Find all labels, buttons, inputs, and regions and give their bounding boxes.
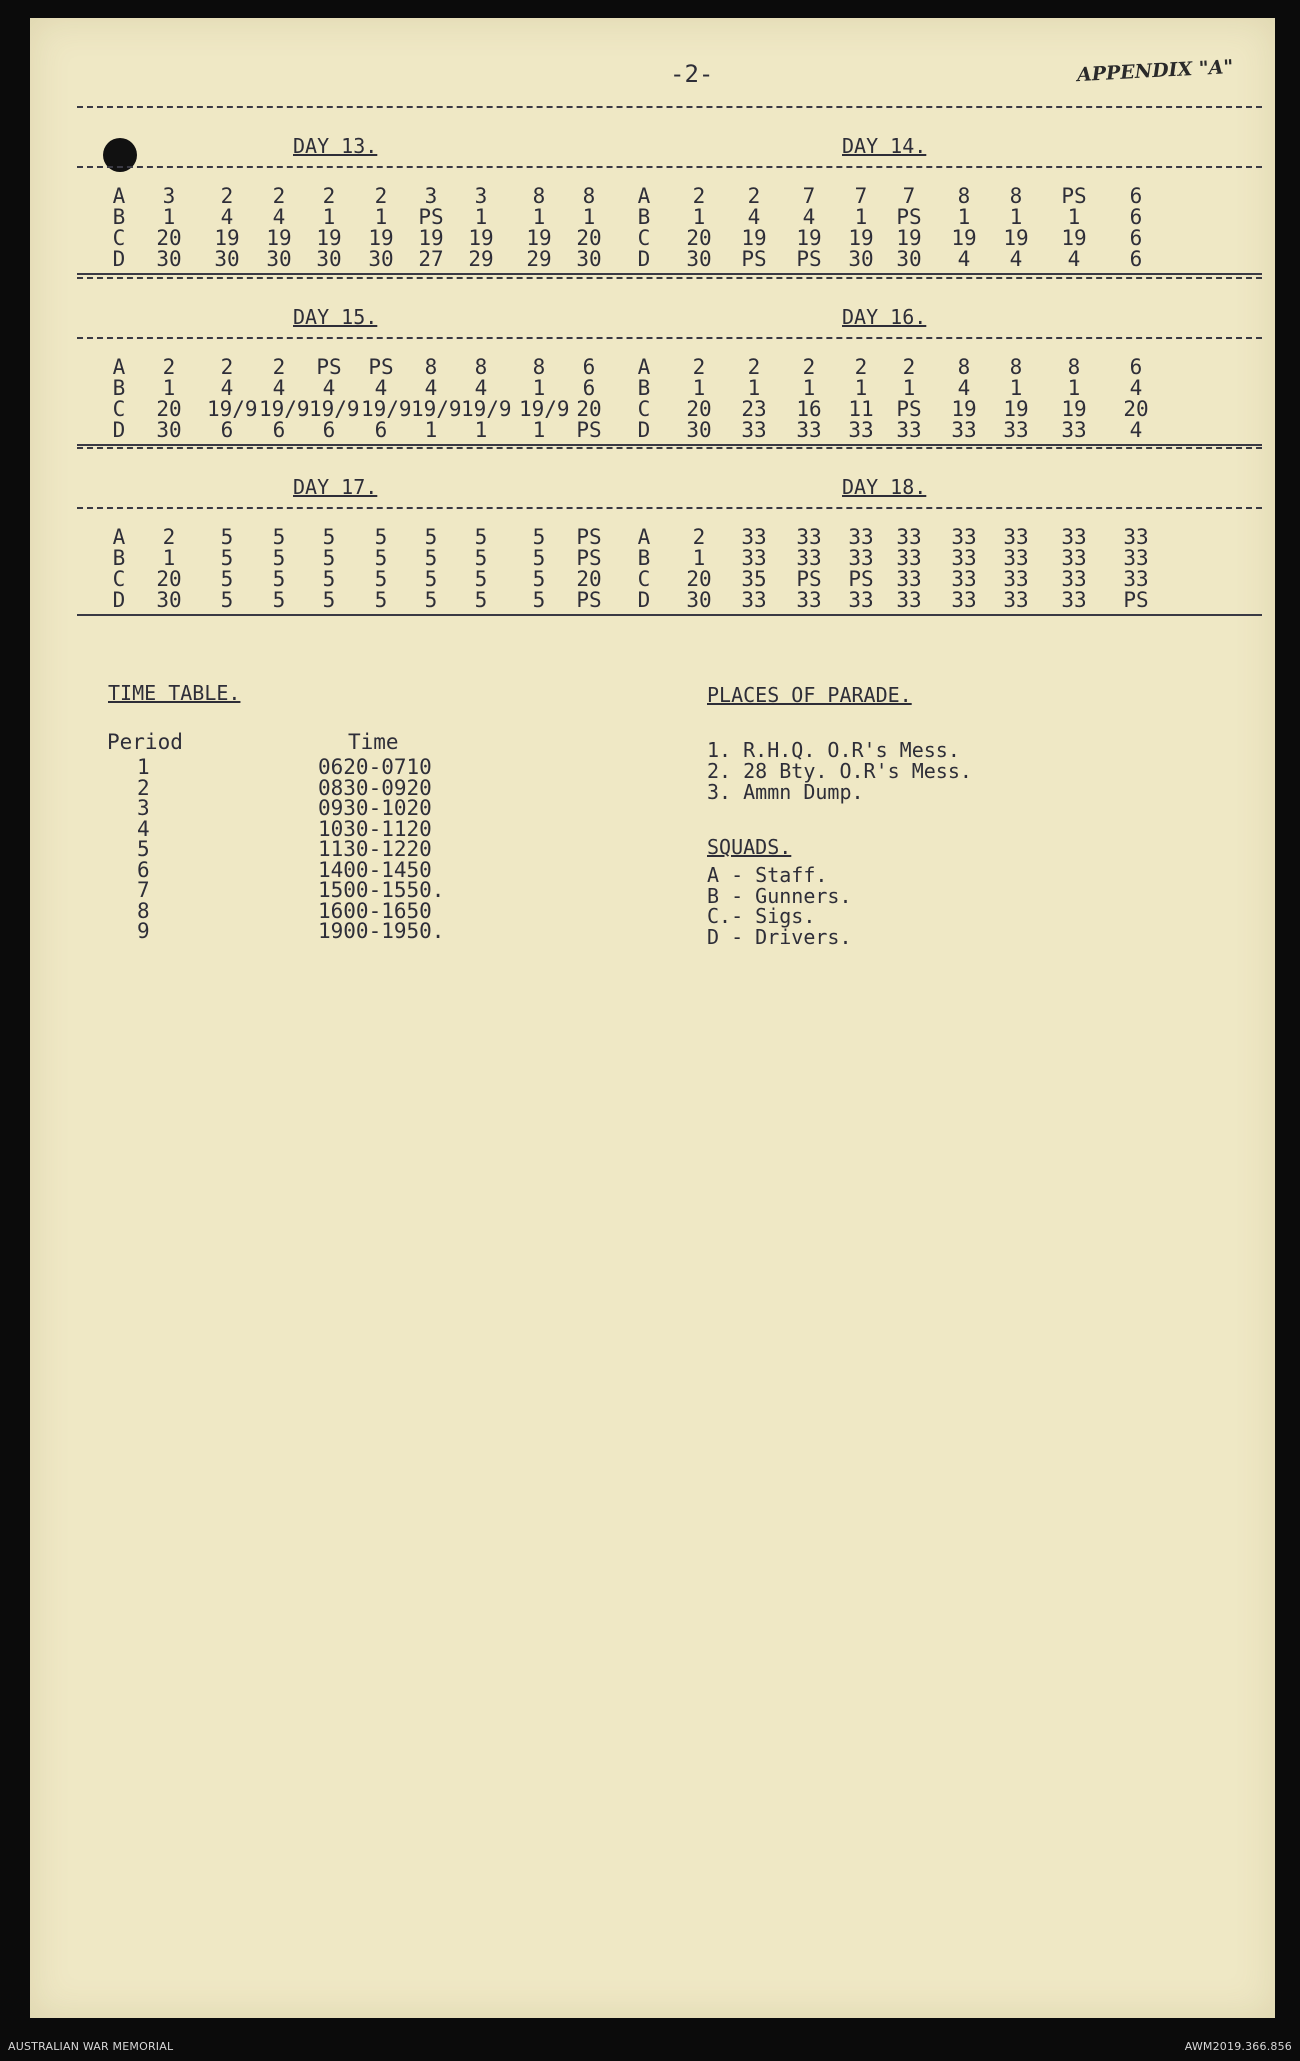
- schedule-cell: 19: [741, 226, 767, 250]
- schedule-cell: 30: [368, 247, 394, 271]
- day-label: DAY 18.: [842, 475, 927, 499]
- schedule-cell: 6: [374, 418, 388, 442]
- schedule-cell: 4: [747, 205, 761, 229]
- schedule-cell: 5: [272, 567, 286, 591]
- footer-reference: AWM2019.366.856: [1184, 2040, 1292, 2053]
- schedule-cell: 29: [526, 247, 552, 271]
- schedule-cell: 33: [796, 588, 822, 612]
- schedule-cell: PS: [576, 418, 602, 442]
- row-underline: [77, 614, 1262, 616]
- schedule-cell: 4: [957, 376, 971, 400]
- schedule-cell: 2: [322, 184, 336, 208]
- schedule-cell: 4: [1009, 247, 1023, 271]
- squad-letter: C: [112, 567, 126, 591]
- row-underline: [77, 444, 1262, 446]
- dashed-rule: [77, 447, 1262, 449]
- schedule-cell: 33: [951, 525, 977, 549]
- squad-letter: B: [637, 376, 651, 400]
- schedule-cell: 33: [1061, 588, 1087, 612]
- schedule-cell: 8: [532, 355, 546, 379]
- schedule-cell: 29: [468, 247, 494, 271]
- schedule-cell: 30: [266, 247, 292, 271]
- schedule-cell: 5: [424, 588, 438, 612]
- schedule-cell: 30: [848, 247, 874, 271]
- schedule-cell: PS: [576, 588, 602, 612]
- time-table-period: 8: [137, 898, 150, 923]
- schedule-cell: 5: [374, 567, 388, 591]
- schedule-cell: 5: [220, 546, 234, 570]
- schedule-cell: 5: [322, 567, 336, 591]
- schedule-cell: 30: [576, 247, 602, 271]
- schedule-cell: 33: [951, 567, 977, 591]
- schedule-cell: 5: [532, 546, 546, 570]
- schedule-cell: 20: [686, 226, 712, 250]
- schedule-cell: 1: [532, 205, 546, 229]
- schedule-cell: 33: [848, 588, 874, 612]
- schedule-cell: 33: [741, 588, 767, 612]
- schedule-cell: 4: [1129, 376, 1143, 400]
- schedule-cell: 19: [1003, 226, 1029, 250]
- squad-letter: C: [637, 226, 651, 250]
- schedule-cell: 4: [220, 376, 234, 400]
- schedule-cell: 3: [424, 184, 438, 208]
- squad-letter: A: [112, 355, 126, 379]
- schedule-cell: 33: [741, 525, 767, 549]
- schedule-cell: 33: [1123, 546, 1149, 570]
- schedule-cell: 7: [854, 184, 868, 208]
- schedule-cell: 5: [424, 546, 438, 570]
- schedule-cell: 6: [1129, 184, 1143, 208]
- schedule-cell: 19: [1061, 397, 1087, 421]
- schedule-cell: 5: [272, 525, 286, 549]
- schedule-cell: 23: [741, 397, 767, 421]
- schedule-cell: 20: [576, 226, 602, 250]
- squad-letter: C: [637, 397, 651, 421]
- time-table-period: 5: [137, 837, 150, 861]
- time-table-time: 1500-1550.: [318, 878, 445, 902]
- schedule-cell: 4: [424, 376, 438, 400]
- squad-letter: C: [112, 397, 126, 421]
- schedule-cell: 20: [156, 226, 182, 250]
- schedule-cell: 19: [951, 397, 977, 421]
- schedule-cell: 8: [1009, 184, 1023, 208]
- schedule-cell: 7: [902, 184, 916, 208]
- schedule-row: [105, 588, 1260, 617]
- schedule-cell: 20: [686, 397, 712, 421]
- schedule-cell: 33: [741, 546, 767, 570]
- schedule-cell: 1: [374, 205, 388, 229]
- schedule-cell: 4: [1067, 247, 1081, 271]
- day-label: DAY 14.: [842, 134, 927, 158]
- schedule-cell: 4: [957, 247, 971, 271]
- place-of-parade-item: 3. Ammn Dump.: [707, 780, 864, 804]
- schedule-cell: PS: [576, 525, 602, 549]
- time-table-time: 1900-1950.: [318, 919, 445, 943]
- schedule-cell: 20: [1123, 397, 1149, 421]
- time-table-period: 2: [137, 775, 150, 800]
- squad-letter: A: [637, 184, 651, 208]
- schedule-cell: PS: [796, 567, 822, 591]
- schedule-cell: 19: [418, 226, 444, 250]
- schedule-cell: 2: [692, 355, 706, 379]
- time-table-period: 7: [137, 878, 150, 902]
- schedule-row: [105, 418, 1260, 447]
- schedule-cell: 5: [374, 546, 388, 570]
- schedule-cell: 19/9: [309, 397, 360, 421]
- schedule-cell: 33: [951, 546, 977, 570]
- schedule-cell: 4: [1129, 418, 1143, 442]
- schedule-cell: PS: [896, 397, 922, 421]
- schedule-cell: 33: [951, 418, 977, 442]
- schedule-cell: 5: [220, 567, 234, 591]
- schedule-cell: 8: [1067, 355, 1081, 379]
- dashed-rule: [77, 507, 1262, 509]
- squad-letter: B: [112, 205, 126, 229]
- schedule-cell: 19: [266, 226, 292, 250]
- squad-letter: D: [637, 418, 651, 442]
- schedule-cell: 33: [1003, 525, 1029, 549]
- schedule-cell: 5: [220, 588, 234, 612]
- time-table-time: 0620-0710: [318, 755, 432, 779]
- schedule-cell: 19/9: [207, 397, 258, 421]
- squad-letter: D: [112, 418, 126, 442]
- schedule-cell: 1: [1067, 205, 1081, 229]
- squad-letter: C: [112, 226, 126, 250]
- schedule-cell: 16: [796, 397, 822, 421]
- time-table-period: 1: [137, 755, 150, 779]
- schedule-cell: 4: [474, 376, 488, 400]
- schedule-cell: 1: [692, 546, 706, 570]
- schedule-cell: 1: [532, 418, 546, 442]
- schedule-cell: 11: [848, 397, 874, 421]
- day-label: DAY 15.: [293, 305, 378, 329]
- schedule-cell: 33: [1061, 567, 1087, 591]
- schedule-cell: 33: [848, 525, 874, 549]
- schedule-cell: 6: [322, 418, 336, 442]
- schedule-cell: 33: [796, 525, 822, 549]
- schedule-cell: 33: [951, 588, 977, 612]
- schedule-cell: 33: [741, 418, 767, 442]
- row-underline: [77, 273, 1262, 275]
- schedule-cell: 33: [1003, 546, 1029, 570]
- document-page: [30, 18, 1275, 2018]
- schedule-cell: 19/9: [411, 397, 462, 421]
- time-table-time: 0830-0920: [318, 775, 432, 800]
- schedule-cell: 19: [951, 226, 977, 250]
- schedule-cell: 2: [902, 355, 916, 379]
- schedule-cell: 2: [162, 525, 176, 549]
- schedule-cell: 1: [1009, 376, 1023, 400]
- schedule-cell: 5: [532, 567, 546, 591]
- schedule-cell: 1: [854, 376, 868, 400]
- schedule-cell: 3: [474, 184, 488, 208]
- schedule-cell: 5: [474, 588, 488, 612]
- squad-letter: A: [112, 525, 126, 549]
- schedule-cell: 5: [272, 546, 286, 570]
- schedule-cell: 5: [474, 525, 488, 549]
- time-table-period-header: Period: [107, 730, 183, 754]
- schedule-cell: 19/9: [259, 397, 310, 421]
- schedule-cell: 20: [156, 397, 182, 421]
- schedule-cell: 2: [692, 525, 706, 549]
- schedule-cell: 5: [532, 525, 546, 549]
- schedule-cell: 33: [896, 418, 922, 442]
- schedule-cell: 6: [582, 355, 596, 379]
- squad-item: A - Staff.: [707, 863, 828, 887]
- schedule-cell: 5: [532, 588, 546, 612]
- schedule-cell: PS: [796, 247, 822, 271]
- squad-item: B - Gunners.: [707, 883, 852, 908]
- schedule-cell: 4: [220, 205, 234, 229]
- schedule-cell: 33: [896, 567, 922, 591]
- schedule-cell: 30: [156, 418, 182, 442]
- dashed-rule: [77, 166, 1262, 168]
- schedule-cell: 20: [576, 567, 602, 591]
- schedule-cell: 4: [272, 205, 286, 229]
- schedule-cell: PS: [418, 205, 444, 229]
- schedule-cell: 5: [322, 546, 336, 570]
- dashed-rule: [77, 277, 1262, 279]
- squad-letter: B: [112, 546, 126, 570]
- schedule-cell: 2: [220, 184, 234, 208]
- schedule-cell: 1: [474, 205, 488, 229]
- schedule-cell: 5: [424, 525, 438, 549]
- schedule-cell: 30: [156, 588, 182, 612]
- schedule-cell: 30: [214, 247, 240, 271]
- schedule-cell: 1: [532, 376, 546, 400]
- squad-letter: D: [112, 247, 126, 271]
- place-of-parade-item: 2. 28 Bty. O.R's Mess.: [707, 759, 972, 783]
- schedule-cell: 6: [582, 376, 596, 400]
- schedule-cell: 33: [1003, 588, 1029, 612]
- schedule-cell: 8: [1009, 355, 1023, 379]
- schedule-cell: 1: [322, 205, 336, 229]
- schedule-cell: 33: [848, 546, 874, 570]
- schedule-cell: 2: [747, 184, 761, 208]
- schedule-cell: 19: [468, 226, 494, 250]
- schedule-cell: 1: [1009, 205, 1023, 229]
- schedule-cell: 6: [220, 418, 234, 442]
- schedule-row: [105, 247, 1260, 276]
- schedule-cell: 30: [686, 588, 712, 612]
- schedule-cell: 35: [741, 567, 767, 591]
- schedule-cell: 27: [418, 247, 444, 271]
- schedule-cell: 4: [374, 376, 388, 400]
- schedule-cell: 6: [1129, 355, 1143, 379]
- places-of-parade-title: PLACES OF PARADE.: [707, 683, 912, 707]
- schedule-cell: 1: [957, 205, 971, 229]
- schedule-cell: 7: [802, 184, 816, 208]
- schedule-cell: 2: [802, 355, 816, 379]
- schedule-cell: 2: [272, 184, 286, 208]
- schedule-cell: 4: [802, 205, 816, 229]
- schedule-cell: 1: [692, 205, 706, 229]
- time-table-time: 0930-1020: [318, 796, 432, 820]
- squads-title: SQUADS.: [707, 835, 792, 859]
- schedule-cell: 30: [896, 247, 922, 271]
- schedule-cell: 6: [272, 418, 286, 442]
- schedule-cell: 5: [474, 546, 488, 570]
- schedule-cell: PS: [316, 355, 342, 379]
- schedule-cell: 1: [162, 376, 176, 400]
- schedule-cell: 1: [854, 205, 868, 229]
- squad-letter: B: [637, 546, 651, 570]
- schedule-cell: 6: [1129, 247, 1143, 271]
- schedule-cell: 6: [1129, 205, 1143, 229]
- schedule-cell: 33: [896, 546, 922, 570]
- schedule-cell: 33: [1061, 525, 1087, 549]
- squad-item: C.- Sigs.: [707, 904, 816, 928]
- time-table-period: 9: [137, 919, 150, 943]
- schedule-cell: 1: [692, 376, 706, 400]
- squad-letter: B: [637, 205, 651, 229]
- schedule-cell: 33: [796, 546, 822, 570]
- schedule-cell: 33: [1061, 546, 1087, 570]
- schedule-cell: 2: [220, 355, 234, 379]
- schedule-cell: 30: [156, 247, 182, 271]
- schedule-cell: 33: [1123, 525, 1149, 549]
- schedule-cell: 1: [474, 418, 488, 442]
- time-table-time: 1130-1220: [318, 837, 432, 861]
- schedule-cell: 20: [156, 567, 182, 591]
- day-label: DAY 16.: [842, 305, 927, 329]
- schedule-cell: 1: [802, 376, 816, 400]
- schedule-cell: 1: [582, 205, 596, 229]
- schedule-cell: 19: [796, 226, 822, 250]
- dashed-rule: [77, 337, 1262, 339]
- schedule-cell: 33: [796, 418, 822, 442]
- schedule-cell: 33: [896, 525, 922, 549]
- squad-letter: A: [112, 184, 126, 208]
- schedule-cell: 33: [1003, 418, 1029, 442]
- footer-institution: AUSTRALIAN WAR MEMORIAL: [8, 2040, 174, 2053]
- schedule-cell: 19: [1061, 226, 1087, 250]
- schedule-cell: 19: [896, 226, 922, 250]
- schedule-cell: 2: [747, 355, 761, 379]
- schedule-cell: 1: [162, 205, 176, 229]
- schedule-cell: 19/9: [461, 397, 512, 421]
- schedule-cell: 2: [374, 184, 388, 208]
- schedule-cell: 20: [576, 397, 602, 421]
- schedule-cell: 8: [424, 355, 438, 379]
- schedule-cell: 19: [214, 226, 240, 250]
- schedule-cell: 4: [322, 376, 336, 400]
- schedule-cell: PS: [1123, 588, 1149, 612]
- time-table-period: 3: [137, 796, 150, 820]
- schedule-cell: 19: [316, 226, 342, 250]
- schedule-cell: 19: [368, 226, 394, 250]
- schedule-cell: PS: [896, 205, 922, 229]
- schedule-cell: 6: [1129, 226, 1143, 250]
- schedule-cell: 3: [162, 184, 176, 208]
- schedule-cell: 33: [848, 418, 874, 442]
- place-of-parade-item: 1. R.H.Q. O.R's Mess.: [707, 738, 960, 762]
- schedule-cell: 8: [582, 184, 596, 208]
- schedule-cell: 33: [896, 588, 922, 612]
- schedule-cell: 33: [1003, 567, 1029, 591]
- schedule-cell: 19/9: [361, 397, 412, 421]
- squad-letter: D: [637, 247, 651, 271]
- squad-letter: D: [637, 588, 651, 612]
- time-table-time: 1600-1650: [318, 898, 432, 923]
- time-table-time: 1030-1120: [318, 816, 432, 841]
- schedule-cell: 5: [474, 567, 488, 591]
- appendix-annotation: APPENDIX "A": [1076, 55, 1234, 87]
- schedule-cell: 30: [686, 418, 712, 442]
- schedule-cell: 2: [272, 355, 286, 379]
- schedule-cell: 8: [474, 355, 488, 379]
- schedule-cell: PS: [741, 247, 767, 271]
- schedule-cell: PS: [368, 355, 394, 379]
- schedule-cell: 5: [322, 588, 336, 612]
- squad-letter: C: [637, 567, 651, 591]
- schedule-cell: 33: [1123, 567, 1149, 591]
- schedule-cell: PS: [848, 567, 874, 591]
- time-table-title: TIME TABLE.: [108, 681, 241, 705]
- squad-letter: B: [112, 376, 126, 400]
- schedule-cell: 2: [692, 184, 706, 208]
- schedule-cell: 2: [854, 355, 868, 379]
- time-table-period: 4: [137, 816, 150, 841]
- schedule-cell: 5: [374, 588, 388, 612]
- schedule-cell: 30: [316, 247, 342, 271]
- schedule-cell: 1: [1067, 376, 1081, 400]
- day-label: DAY 13.: [293, 134, 378, 158]
- schedule-cell: 19: [848, 226, 874, 250]
- schedule-cell: 8: [957, 355, 971, 379]
- dashed-rule: [77, 106, 1262, 108]
- schedule-cell: 2: [162, 355, 176, 379]
- schedule-cell: 19/9: [519, 397, 570, 421]
- schedule-cell: 1: [424, 418, 438, 442]
- schedule-cell: 5: [272, 588, 286, 612]
- schedule-cell: 1: [162, 546, 176, 570]
- schedule-cell: 30: [686, 247, 712, 271]
- schedule-cell: PS: [1061, 184, 1087, 208]
- day-label: DAY 17.: [293, 475, 378, 499]
- squad-letter: A: [637, 355, 651, 379]
- schedule-cell: 5: [424, 567, 438, 591]
- schedule-cell: 19: [526, 226, 552, 250]
- schedule-cell: 4: [272, 376, 286, 400]
- schedule-cell: 8: [532, 184, 546, 208]
- squad-letter: D: [112, 588, 126, 612]
- squad-letter: A: [637, 525, 651, 549]
- schedule-cell: PS: [576, 546, 602, 570]
- time-table-period: 6: [137, 857, 150, 882]
- schedule-cell: 5: [322, 525, 336, 549]
- time-table-time: 1400-1450: [318, 857, 432, 882]
- schedule-cell: 5: [374, 525, 388, 549]
- schedule-cell: 20: [686, 567, 712, 591]
- schedule-cell: 19: [1003, 397, 1029, 421]
- schedule-cell: 5: [220, 525, 234, 549]
- schedule-cell: 33: [1061, 418, 1087, 442]
- time-table-time-header: Time: [348, 730, 399, 754]
- schedule-cell: 8: [957, 184, 971, 208]
- squad-item: D - Drivers.: [707, 924, 852, 949]
- schedule-cell: 1: [747, 376, 761, 400]
- page-number: -2-: [670, 60, 714, 88]
- schedule-cell: 1: [902, 376, 916, 400]
